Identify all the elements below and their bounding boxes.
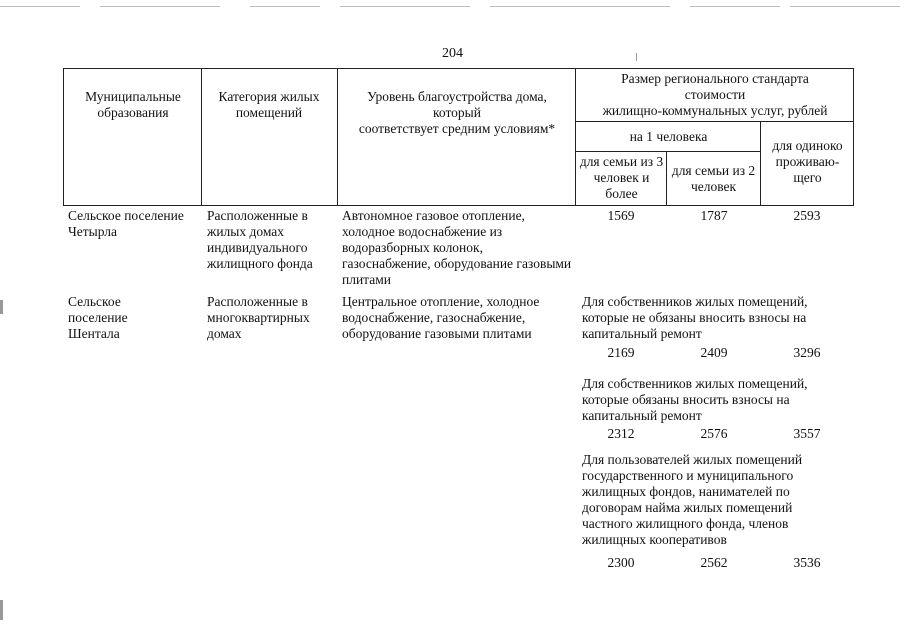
scan-line	[250, 6, 320, 7]
group1-description: Для собственников жилых помещений, которые не обязаны вносить взносы на капитальный ремонт	[582, 294, 808, 341]
header-level-line1: Уровень благоустройства дома,	[367, 89, 547, 104]
row2-category: Расположенные в многоквартирных домах	[207, 294, 310, 341]
page-number: 204	[442, 46, 463, 61]
scan-mark-left	[0, 600, 3, 620]
group2-value-single: 3557	[793, 426, 821, 441]
scan-line	[490, 6, 670, 7]
table-col-divider-4	[666, 151, 667, 206]
scan-line	[340, 6, 470, 7]
table-col-divider-5	[760, 121, 761, 206]
header-size-line3: жилищно-коммунальных услуг, рублей	[602, 103, 828, 118]
group2-description: Для собственников жилых помещений, которые обязаны вносить взносы на капитальный ремонт	[582, 376, 808, 423]
header-level-line2: который	[433, 105, 481, 120]
group3-value-single: 3536	[793, 555, 821, 570]
table-border-right	[853, 68, 854, 206]
table-col-divider-1	[201, 68, 202, 206]
table-subheader-line	[575, 121, 854, 122]
header-size-line2: стоимости	[684, 87, 746, 102]
table-border-left	[63, 68, 64, 206]
table-border-top	[63, 68, 854, 69]
header-level-line3: соответствует средним условиям*	[358, 121, 556, 136]
row1-level: Автономное газовое отопление, холодное водоснабжение из водоразборных колонок, газоснабжение, оборудование газовыми плитами	[342, 208, 572, 287]
header-size	[577, 71, 853, 119]
group1-value-family3: 2169	[607, 345, 635, 360]
scan-line	[790, 6, 900, 7]
header-level	[340, 89, 574, 137]
scan-line	[0, 6, 80, 7]
scan-line	[100, 6, 220, 7]
row2-level: Центральное отопление, холодное водоснабжение, газоснабжение, оборудование газовыми плитами	[342, 294, 540, 341]
row1-value-family2: 1787	[700, 208, 728, 223]
table-col-divider-3	[575, 68, 576, 206]
row1-category: Расположенные в жилых домах индивидуального жилищного фонда	[207, 208, 313, 271]
table-col-divider-2	[337, 68, 338, 206]
scan-mark-left	[0, 300, 3, 314]
scan-line	[690, 6, 780, 7]
header-family2: для семьи из 2 человек	[671, 163, 756, 194]
header-per-person: на 1 человека	[629, 129, 708, 144]
header-single: для одиноко проживаю-щего	[772, 138, 843, 185]
header-municipal: Муниципальные образования	[85, 89, 181, 120]
group1-value-single: 3296	[793, 345, 821, 360]
group3-value-family2: 2562	[700, 555, 728, 570]
row1-value-family3: 1569	[607, 208, 635, 223]
group3-description: Для пользователей жилых помещений государственного и муниципального жилищных фондов, нанимателей по договорам найма жилых помещений частного жилищного фонда, членов жилищных кооперативов	[582, 452, 803, 547]
row2-municipal: Сельское поселение Шентала	[68, 294, 128, 341]
table-border-header-bottom	[63, 205, 854, 206]
row1-municipal: Сельское поселение Четырла	[68, 208, 184, 239]
group3-value-family3: 2300	[607, 555, 635, 570]
row1-value-single: 2593	[793, 208, 821, 223]
group2-value-family2: 2576	[700, 426, 728, 441]
header-family3: для семьи из 3 человек и более	[579, 154, 664, 201]
header-category: Категория жилых помещений	[218, 89, 320, 120]
scan-mark	[636, 53, 637, 61]
table-subheader-line-2	[575, 151, 761, 152]
group2-value-family3: 2312	[607, 426, 635, 441]
header-size-line1: Размер регионального стандарта	[621, 71, 809, 86]
group1-value-family2: 2409	[700, 345, 728, 360]
